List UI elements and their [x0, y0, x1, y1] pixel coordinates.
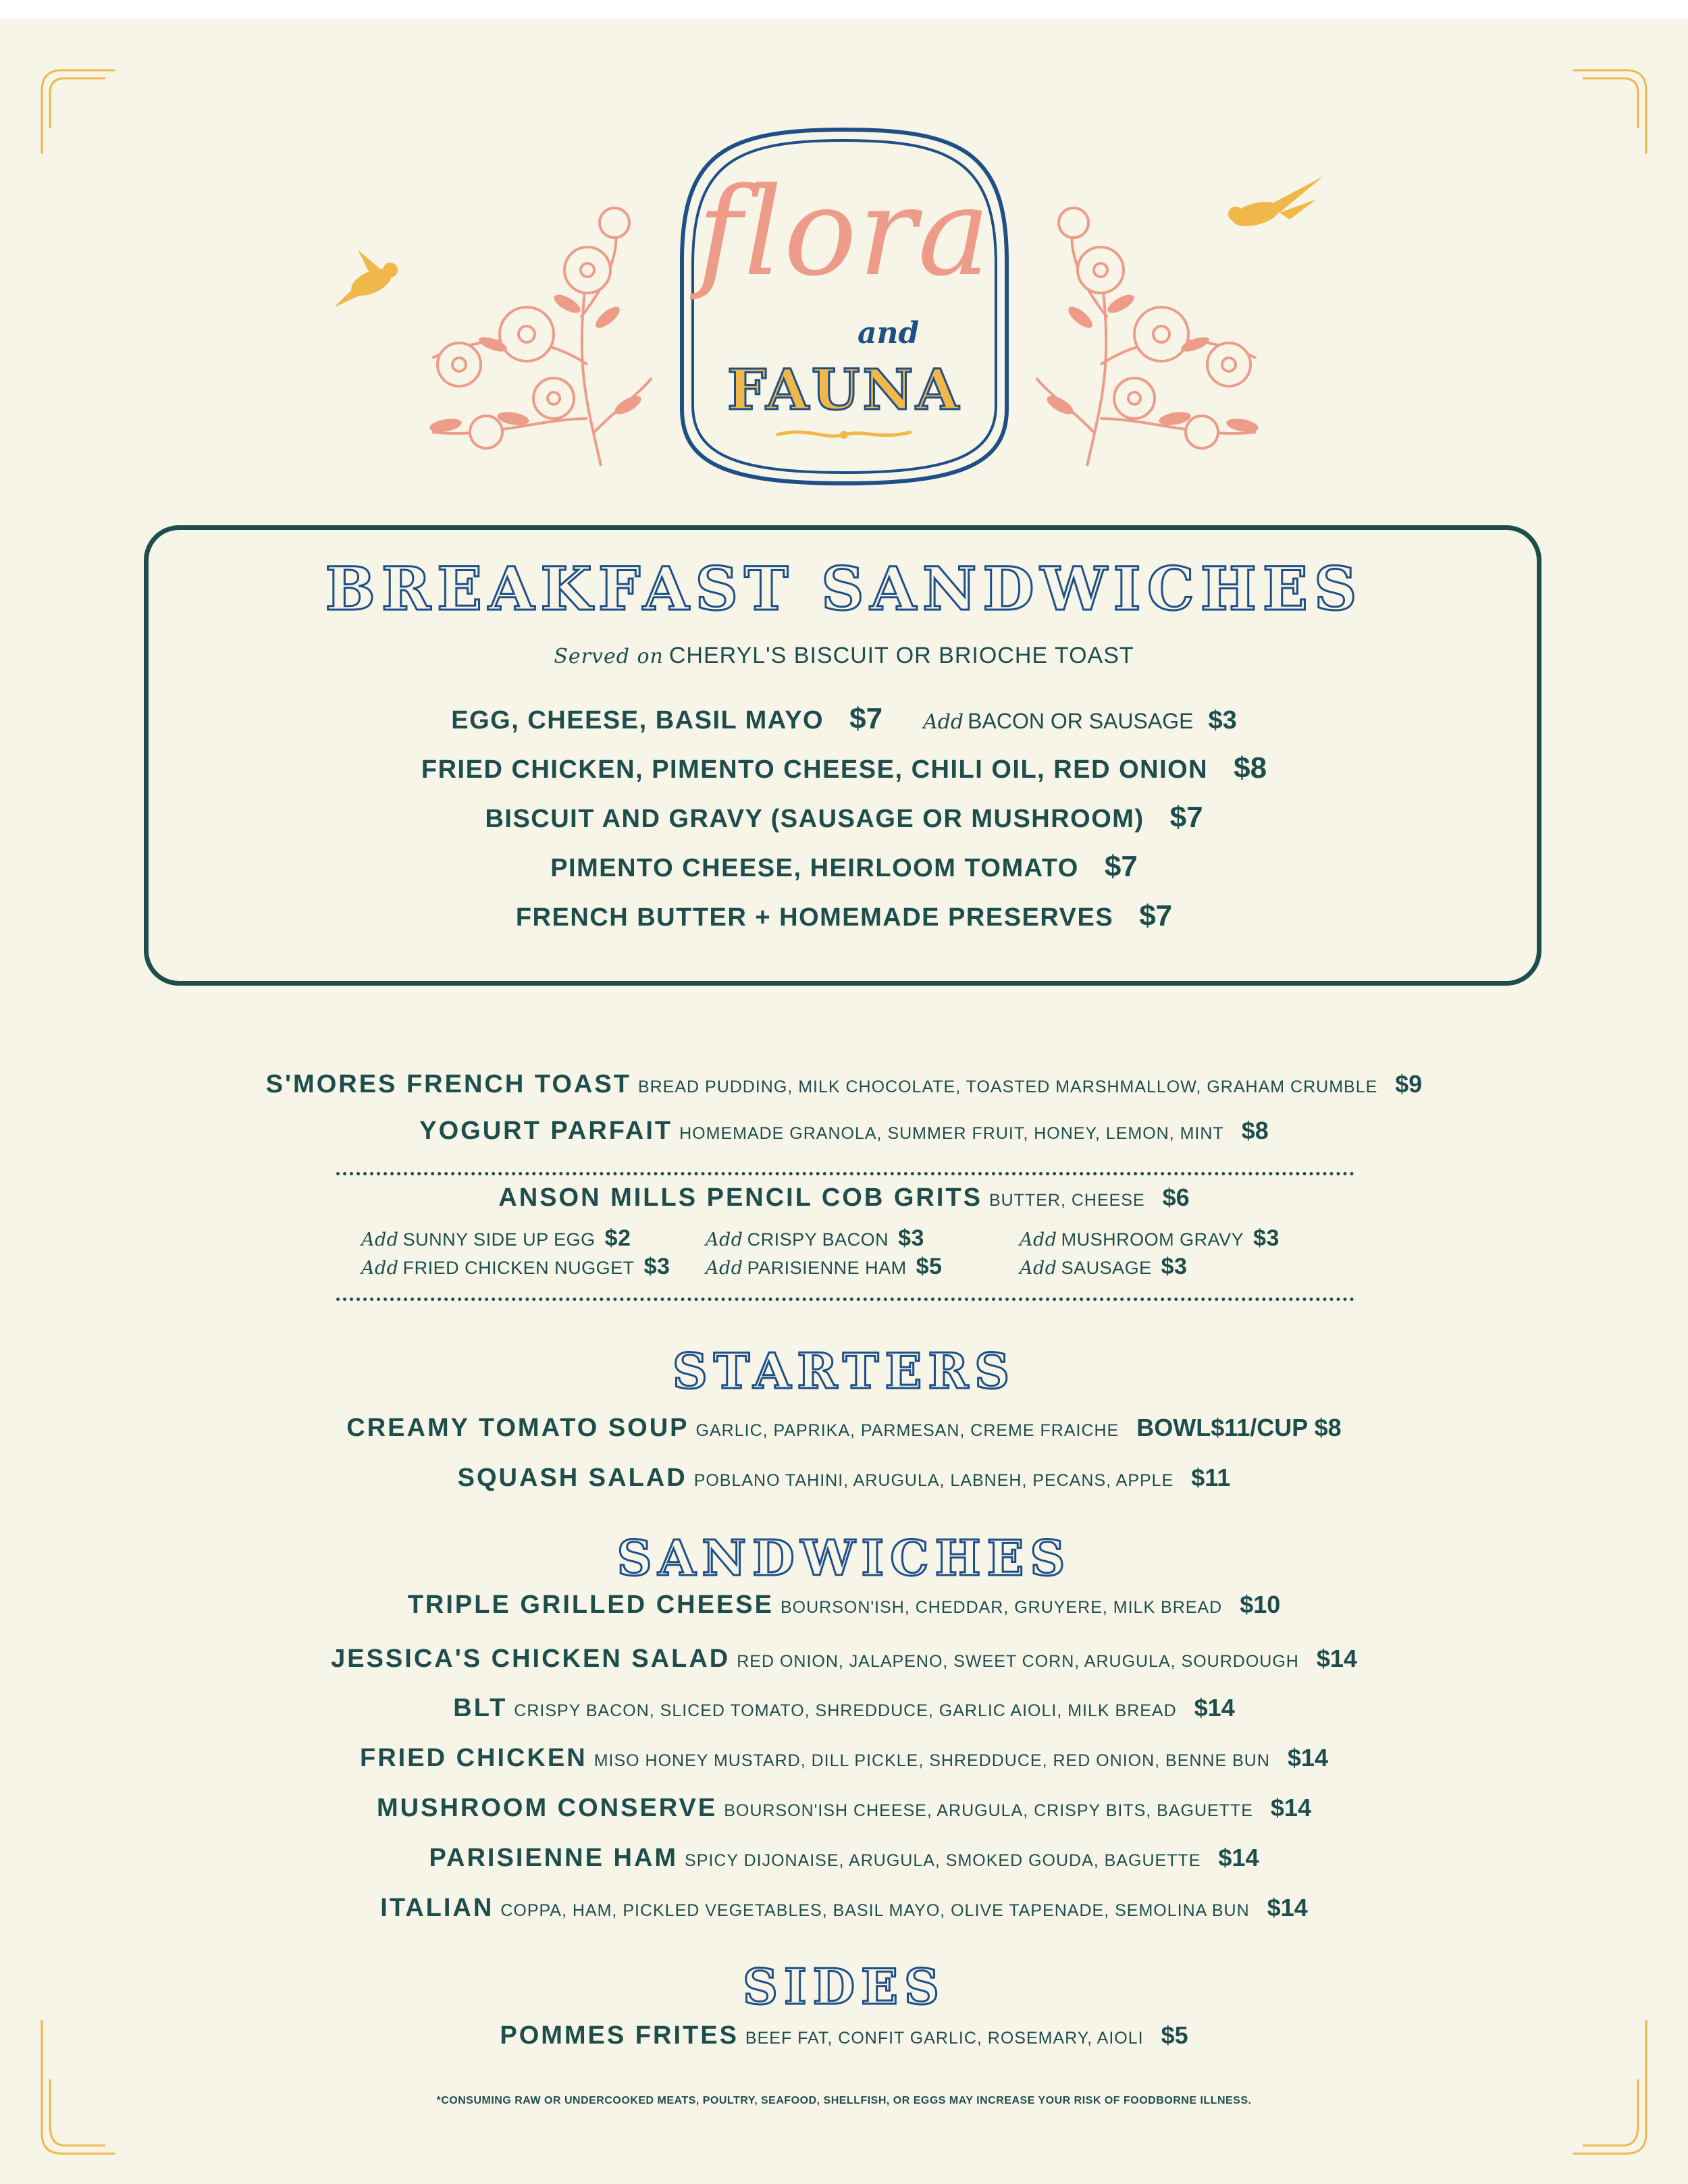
item-price: BOWL$11/CUP $8: [1136, 1414, 1342, 1441]
item-price: $6: [1162, 1183, 1190, 1211]
starters-title: STARTERS: [672, 1342, 1016, 1400]
item-price: $14: [1287, 1744, 1328, 1772]
item-name: CREAMY TOMATO SOUP: [346, 1414, 689, 1442]
item-price: $14: [1218, 1844, 1259, 1871]
item-name: MUSHROOM CONSERVE: [377, 1794, 718, 1822]
menu-item: [0, 1645, 1688, 1674]
sides-title: SIDES: [743, 1958, 945, 2015]
served-text: CHERYL'S BISCUIT OR BRIOCHE TOAST: [668, 643, 1134, 668]
bird-icon-right: [1215, 172, 1330, 240]
item-description: BUTTER, CHEESE: [988, 1191, 1145, 1210]
addon-text: PARISIENNE HAM: [747, 1258, 907, 1278]
item-description: POBLANO TAHINI, ARUGULA, LABNEH, PECANS, APPLE: [693, 1471, 1174, 1490]
served-prefix: Served on: [554, 645, 664, 668]
item-price: $8: [1241, 1117, 1269, 1144]
floral-illustration-left: [385, 162, 655, 473]
add-word: Add: [706, 1258, 743, 1279]
breakfast-item-name: FRENCH BUTTER + HOMEMADE PRESERVES: [515, 903, 1114, 932]
addon-price: $3: [643, 1254, 670, 1279]
item-name: YOGURT PARFAIT: [419, 1117, 673, 1145]
menu-item: [0, 1844, 1688, 1873]
breakfast-item: [0, 702, 1688, 736]
breakfast-item: [0, 751, 1688, 785]
page-top-strip: [0, 0, 1688, 19]
menu-item: [0, 1414, 1688, 1443]
item-name: ANSON MILLS PENCIL COB GRITS: [498, 1183, 982, 1212]
menu-item: [0, 1894, 1688, 1923]
item-description: SPICY DIJONAISE, ARUGULA, SMOKED GOUDA, BAGUETTE: [685, 1851, 1201, 1870]
item-price: $14: [1316, 1645, 1357, 1672]
addon-text: SAUSAGE: [1061, 1258, 1152, 1278]
item-name: PARISIENNE HAM: [429, 1844, 679, 1872]
item-description: GARLIC, PAPRIKA, PARMESAN, CREME FRAICHE: [695, 1421, 1119, 1440]
breakfast-item-price: $7: [1104, 850, 1138, 883]
logo-flora: flora: [697, 162, 992, 303]
item-name: BLT: [453, 1694, 508, 1722]
grits-addon: [1020, 1254, 1187, 1280]
menu-item: [0, 1591, 1688, 1620]
grits-addon: [361, 1225, 631, 1252]
dotted-divider: [336, 1298, 1354, 1301]
item-name: SQUASH SALAD: [457, 1464, 687, 1492]
addon-price: $5: [916, 1254, 943, 1279]
breakfast-item-price: $8: [1234, 751, 1267, 784]
breakfast-sandwiches-title: BREAKFAST SANDWICHES: [325, 554, 1363, 624]
item-price: $11: [1191, 1464, 1231, 1491]
add-word: Add: [1020, 1258, 1057, 1279]
item-description: BREAD PUDDING, MILK CHOCOLATE, TOASTED MARSHMALLOW, GRAHAM CRUMBLE: [637, 1077, 1378, 1096]
corner-ornament-top-right: [1572, 68, 1653, 155]
addon-price: $3: [1208, 706, 1237, 735]
item-description: BOURSON'ISH CHEESE, ARUGULA, CRISPY BITS, BAGUETTE: [724, 1801, 1253, 1820]
add-word: Add: [361, 1229, 399, 1250]
grits-addon: [706, 1225, 924, 1252]
menu-item: [0, 1183, 1688, 1213]
item-name: ITALIAN: [380, 1894, 494, 1922]
breakfast-item-price: $7: [1139, 899, 1173, 932]
item-name: S'MORES FRENCH TOAST: [265, 1070, 631, 1098]
item-description: COPPA, HAM, PICKLED VEGETABLES, BASIL MAYO, OLIVE TAPENADE, SEMOLINA BUN: [500, 1901, 1250, 1920]
addon-price: $2: [604, 1225, 631, 1251]
item-price: $14: [1270, 1794, 1311, 1821]
item-name: JESSICA'S CHICKEN SALAD: [331, 1645, 731, 1673]
dotted-divider: [336, 1172, 1354, 1175]
logo-swash: [770, 420, 918, 447]
addon-text: CRISPY BACON: [747, 1229, 889, 1250]
add-word: Add: [706, 1229, 743, 1250]
item-price: $9: [1395, 1070, 1423, 1098]
addon-text: FRIED CHICKEN NUGGET: [402, 1258, 635, 1278]
addon-price: $3: [1161, 1254, 1188, 1279]
addon-text: SUNNY SIDE UP EGG: [402, 1229, 596, 1250]
item-name: TRIPLE GRILLED CHEESE: [407, 1591, 774, 1619]
item-description: BEEF FAT, CONFIT GARLIC, ROSEMARY, AIOLI: [745, 2029, 1144, 2048]
breakfast-item-price: $7: [1169, 801, 1203, 834]
breakfast-item-price: $7: [849, 702, 883, 735]
addon-price: $3: [1253, 1225, 1280, 1251]
sandwiches-title: SANDWICHES: [616, 1529, 1072, 1587]
item-price: $14: [1267, 1894, 1308, 1921]
breakfast-item: [0, 850, 1688, 884]
menu-item: [0, 1694, 1688, 1723]
item-name: POMMES FRITES: [500, 2021, 739, 2050]
bird-icon-left: [331, 243, 412, 311]
add-word: Add: [923, 710, 964, 734]
item-description: RED ONION, JALAPENO, SWEET CORN, ARUGULA, SOURDOUGH: [737, 1652, 1299, 1671]
menu-item: [0, 1744, 1688, 1773]
breakfast-item-name: PIMENTO CHEESE, HEIRLOOM TOMATO: [550, 854, 1079, 882]
item-description: BOURSON'ISH, CHEDDAR, GRUYERE, MILK BREAD: [780, 1598, 1223, 1617]
breakfast-item: [0, 801, 1688, 834]
breakfast-item-name: BISCUIT AND GRAVY (SAUSAGE OR MUSHROOM): [485, 805, 1144, 833]
addon-price: $3: [898, 1225, 924, 1251]
menu-item: [0, 1464, 1688, 1493]
menu-item: [0, 1117, 1688, 1146]
foodborne-illness-disclaimer: *CONSUMING RAW OR UNDERCOOKED MEATS, POULTRY, SEAFOOD, SHELLFISH, OR EGGS MAY INCREASE YOUR RISK OF FOODBORNE ILLNESS.: [436, 2095, 1252, 2106]
breakfast-item-name: EGG, CHEESE, BASIL MAYO: [451, 706, 824, 735]
item-price: $10: [1240, 1591, 1281, 1618]
logo-fauna: FAUNA: [727, 358, 962, 423]
item-price: $14: [1194, 1694, 1235, 1722]
grits-addon: [1020, 1225, 1280, 1252]
item-price: $5: [1161, 2021, 1188, 2049]
item-description: MISO HONEY MUSTARD, DILL PICKLE, SHREDDUCE, RED ONION, BENNE BUN: [594, 1751, 1270, 1770]
grits-addon: [706, 1254, 942, 1280]
addon-text: BACON OR SAUSAGE: [968, 709, 1194, 733]
item-description: HOMEMADE GRANOLA, SUMMER FRUIT, HONEY, LEMON, MINT: [679, 1124, 1224, 1143]
breakfast-item-name: FRIED CHICKEN, PIMENTO CHEESE, CHILI OIL, RED ONION: [421, 755, 1209, 784]
menu-item: [0, 1794, 1688, 1823]
logo-and: and: [858, 316, 920, 350]
menu-item: [0, 1070, 1688, 1099]
grits-addon: [361, 1254, 670, 1280]
add-word: Add: [361, 1258, 399, 1279]
breakfast-addon: [923, 709, 1193, 733]
item-name: FRIED CHICKEN: [360, 1744, 587, 1772]
breakfast-item: [0, 899, 1688, 933]
add-word: Add: [1020, 1229, 1057, 1250]
item-description: CRISPY BACON, SLICED TOMATO, SHREDDUCE, GARLIC AIOLI, MILK BREAD: [514, 1701, 1177, 1720]
served-on-line: [0, 643, 1688, 669]
addon-text: MUSHROOM GRAVY: [1061, 1229, 1244, 1250]
menu-item: [0, 2021, 1688, 2050]
corner-ornament-top-left: [35, 68, 116, 155]
